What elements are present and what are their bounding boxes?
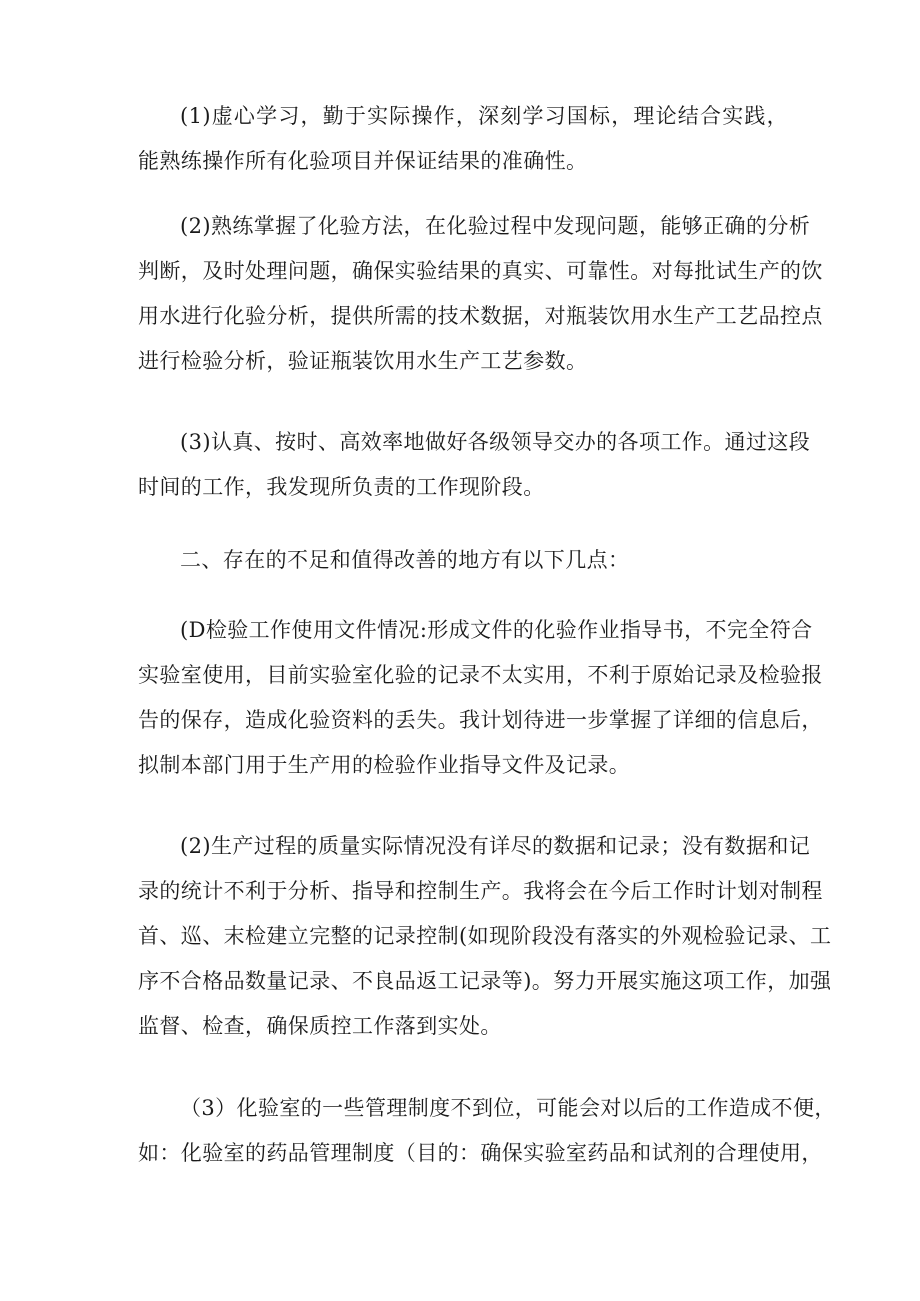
paragraph-6 [138,824,832,1049]
paragraph-7 [138,1086,836,1176]
text-line: 录的统计不利于分析、指导和控制生产。我将会在今后工作时计划对制程 [138,879,823,903]
text-line: (1)虚心学习，勤于实际操作，深刻学习国标，理论结合实践， [180,104,788,128]
text-line: 告的保存，造成化验资料的丢失。我计划待进一步掌握了详细的信息后， [138,708,823,732]
text-line: 如：化验室的药品管理制度（目的：确保实验室药品和试剂的合理使用， [138,1141,823,1165]
text-line: 首、巡、末检建立完整的记录控制(如现阶段没有落实的外观检验记录、工 [138,924,832,948]
text-line: (2)生产过程的质量实际情况没有详尽的数据和记录；没有数据和记 [180,834,811,858]
text-line: 序不合格品数量记录、不良品返工记录等)。努力开展实施这项工作，加强 [138,969,832,993]
paragraph-3 [138,420,811,510]
text-line: (D检验工作使用文件情况:形成文件的化验作业指导书，不完全符合 [180,618,813,642]
section-heading [138,538,788,583]
text-line: （3）化验室的一些管理制度不到位，可能会对以后的工作造成不便， [180,1096,836,1120]
text-line: 用水进行化验分析，提供所需的技术数据，对瓶装饮用水生产工艺品控点 [138,304,823,328]
text-line: (3)认真、按时、高效率地做好各级领导交办的各项工作。通过这段 [180,430,811,454]
text-line: 实验室使用，目前实验室化验的记录不太实用，不利于原始记录及检验报 [138,663,823,687]
text-line: 拟制本部门用于生产用的检验作业指导文件及记录。 [138,753,631,777]
paragraph-2 [138,204,823,384]
text-line: 监督、检查，确保质控工作落到实处。 [138,1014,502,1038]
text-line: 判断，及时处理问题，确保实验结果的真实、可靠性。对每批试生产的饮 [138,259,823,283]
text-line: 能熟练操作所有化验项目并保证结果的准确性。 [138,149,588,173]
heading-text: 二、存在的不足和值得改善的地方有以下几点： [180,548,630,572]
text-line: 时间的工作，我发现所负责的工作现阶段。 [138,475,545,499]
paragraph-5 [138,608,823,788]
text-line: (2)熟练掌握了化验方法，在化验过程中发现问题，能够正确的分析 [180,214,811,238]
paragraph-1 [138,94,788,184]
text-line: 进行检验分析，验证瓶装饮用水生产工艺参数。 [138,349,588,373]
